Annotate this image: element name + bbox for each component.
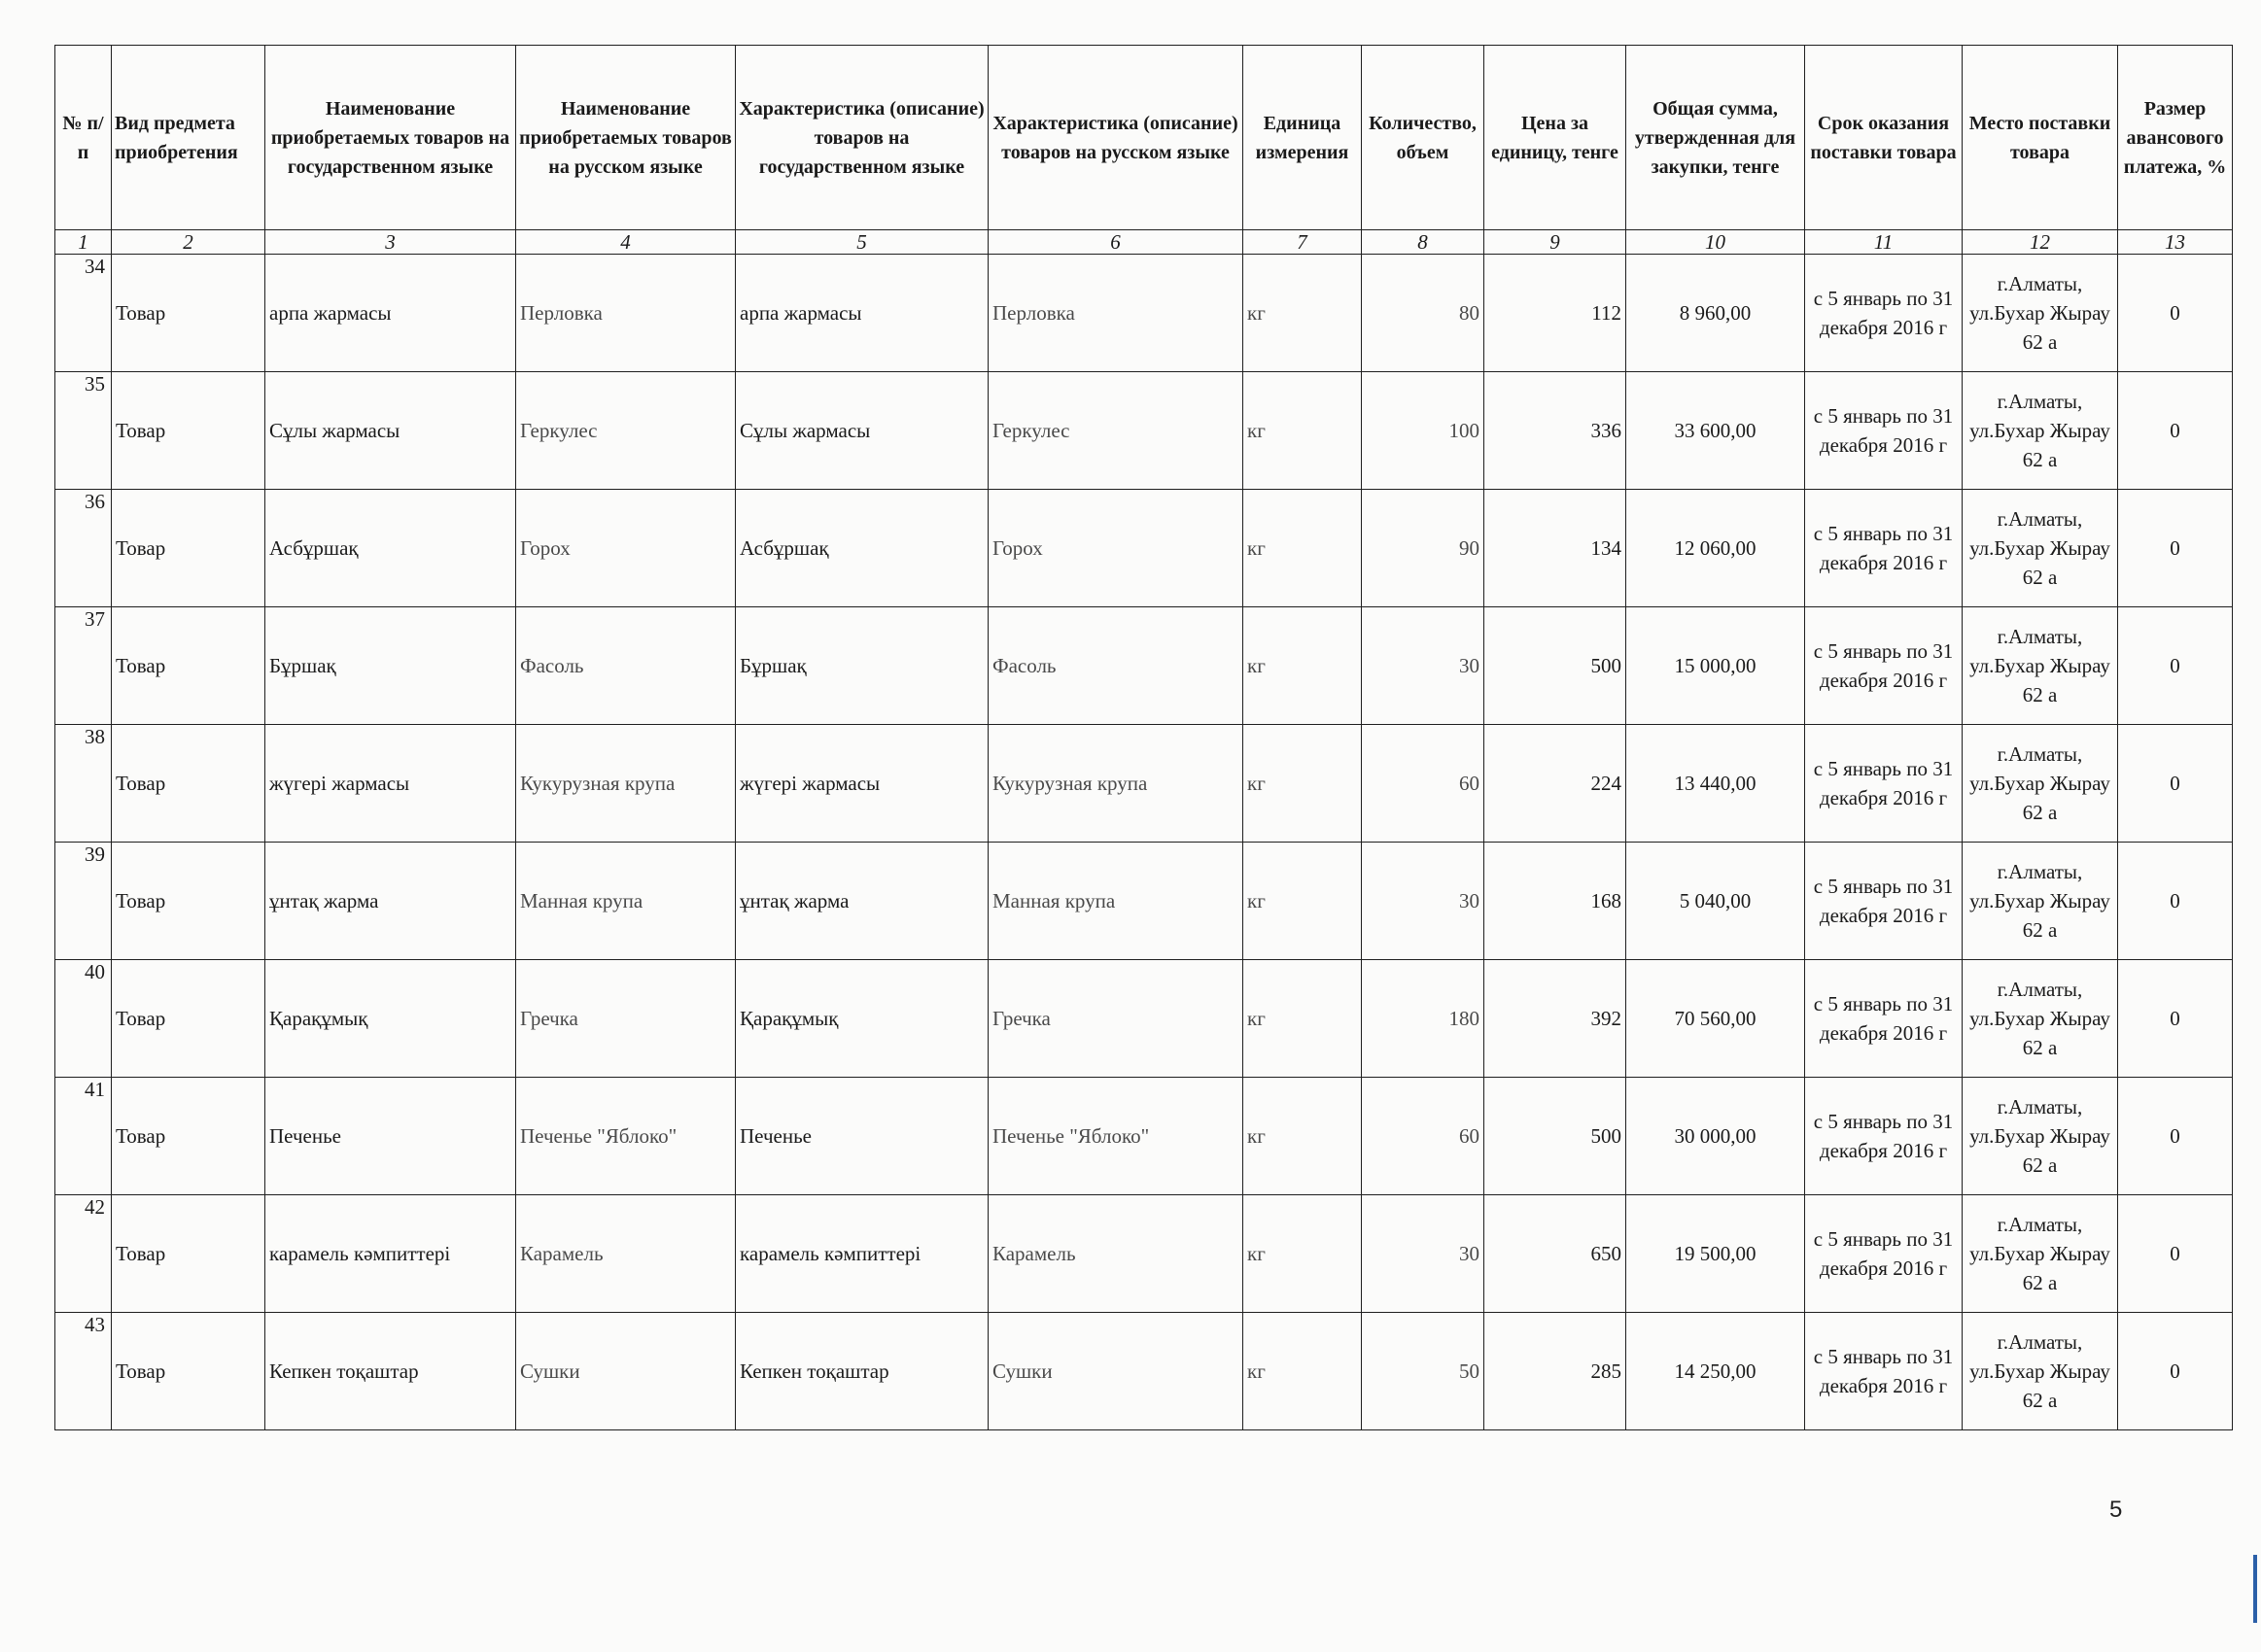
description-ru-cell: Сушки — [989, 1313, 1243, 1430]
row-number-cell — [55, 843, 112, 960]
header-cell: Характеристика (описание) товаров на государственном языке — [736, 46, 989, 230]
page-number: 5 — [2109, 1497, 2123, 1523]
name-ru-cell: Гречка — [516, 960, 736, 1078]
delivery-place-cell: г.Алматы, ул.Бухар Жырау 62 а — [1963, 1078, 2118, 1195]
row-number: 39 — [85, 843, 105, 866]
column-number: 2 — [112, 230, 265, 255]
table-row — [55, 255, 2233, 372]
delivery-place-cell: г.Алматы, ул.Бухар Жырау 62 а — [1963, 960, 2118, 1078]
unit-cell: кг — [1243, 1195, 1362, 1313]
item-type-cell: Товар — [112, 725, 265, 843]
item-type-cell: Товар — [112, 960, 265, 1078]
row-number-cell — [55, 960, 112, 1078]
item-type-cell: Товар — [112, 372, 265, 490]
unit-cell: кг — [1243, 960, 1362, 1078]
delivery-term-cell: с 5 январь по 31 декабря 2016 г — [1805, 1195, 1963, 1313]
item-type-cell: Товар — [112, 1313, 265, 1430]
quantity-cell: 30 — [1362, 607, 1484, 725]
unit-price-cell: 112 — [1484, 255, 1626, 372]
column-number: 1 — [55, 230, 112, 255]
name-ru-cell: Печенье "Яблоко" — [516, 1078, 736, 1195]
delivery-term-cell: с 5 январь по 31 декабря 2016 г — [1805, 1313, 1963, 1430]
column-number-row — [55, 230, 2233, 255]
procurement-table — [54, 45, 2233, 1430]
delivery-term-cell: с 5 январь по 31 декабря 2016 г — [1805, 725, 1963, 843]
advance-payment-cell: 0 — [2118, 843, 2233, 960]
total-amount-cell: 12 060,00 — [1626, 490, 1805, 607]
row-number: 35 — [85, 372, 105, 396]
row-number: 41 — [85, 1078, 105, 1101]
column-number: 6 — [989, 230, 1243, 255]
delivery-term-cell: с 5 январь по 31 декабря 2016 г — [1805, 960, 1963, 1078]
quantity-cell: 30 — [1362, 1195, 1484, 1313]
unit-price-cell: 500 — [1484, 607, 1626, 725]
procurement-sheet — [54, 45, 2233, 1430]
name-ru-cell: Кукурузная крупа — [516, 725, 736, 843]
description-ru-cell: Геркулес — [989, 372, 1243, 490]
column-number: 10 — [1626, 230, 1805, 255]
column-number: 12 — [1963, 230, 2118, 255]
quantity-cell: 30 — [1362, 843, 1484, 960]
description-ru-cell: Кукурузная крупа — [989, 725, 1243, 843]
header-cell: Количество, объем — [1362, 46, 1484, 230]
description-kz-cell: Печенье — [736, 1078, 989, 1195]
unit-cell: кг — [1243, 1313, 1362, 1430]
row-number: 42 — [85, 1195, 105, 1219]
header-cell: Вид предмета приобретения — [112, 46, 265, 230]
table-row — [55, 372, 2233, 490]
advance-payment-cell: 0 — [2118, 255, 2233, 372]
total-amount-cell: 30 000,00 — [1626, 1078, 1805, 1195]
name-kz-cell: Печенье — [265, 1078, 516, 1195]
quantity-cell: 60 — [1362, 725, 1484, 843]
scan-edge-mark — [2253, 1555, 2257, 1623]
description-kz-cell: Кепкен тоқаштар — [736, 1313, 989, 1430]
row-number: 34 — [85, 255, 105, 278]
name-kz-cell: жүгері жармасы — [265, 725, 516, 843]
name-kz-cell: карамель кәмпиттері — [265, 1195, 516, 1313]
item-type-cell: Товар — [112, 1078, 265, 1195]
unit-price-cell: 392 — [1484, 960, 1626, 1078]
quantity-cell: 50 — [1362, 1313, 1484, 1430]
header-cell: Единица измерения — [1243, 46, 1362, 230]
row-number-cell — [55, 1313, 112, 1430]
unit-price-cell: 336 — [1484, 372, 1626, 490]
description-kz-cell: карамель кәмпиттері — [736, 1195, 989, 1313]
quantity-cell: 90 — [1362, 490, 1484, 607]
advance-payment-cell: 0 — [2118, 607, 2233, 725]
quantity-cell: 80 — [1362, 255, 1484, 372]
quantity-cell: 180 — [1362, 960, 1484, 1078]
total-amount-cell: 33 600,00 — [1626, 372, 1805, 490]
name-ru-cell: Манная крупа — [516, 843, 736, 960]
delivery-term-cell: с 5 январь по 31 декабря 2016 г — [1805, 843, 1963, 960]
total-amount-cell: 19 500,00 — [1626, 1195, 1805, 1313]
header-cell: Место поставки товара — [1963, 46, 2118, 230]
row-number-cell — [55, 607, 112, 725]
row-number-cell — [55, 372, 112, 490]
total-amount-cell: 5 040,00 — [1626, 843, 1805, 960]
unit-price-cell: 650 — [1484, 1195, 1626, 1313]
unit-cell: кг — [1243, 1078, 1362, 1195]
description-ru-cell: Гречка — [989, 960, 1243, 1078]
advance-payment-cell: 0 — [2118, 725, 2233, 843]
delivery-place-cell: г.Алматы, ул.Бухар Жырау 62 а — [1963, 1195, 2118, 1313]
row-number-cell — [55, 255, 112, 372]
unit-cell: кг — [1243, 607, 1362, 725]
row-number-cell — [55, 490, 112, 607]
table-row — [55, 1078, 2233, 1195]
description-ru-cell: Карамель — [989, 1195, 1243, 1313]
description-kz-cell: Бұршақ — [736, 607, 989, 725]
name-kz-cell: Бұршақ — [265, 607, 516, 725]
delivery-term-cell: с 5 январь по 31 декабря 2016 г — [1805, 255, 1963, 372]
delivery-place-cell: г.Алматы, ул.Бухар Жырау 62 а — [1963, 490, 2118, 607]
name-ru-cell: Геркулес — [516, 372, 736, 490]
header-cell: Срок оказания поставки товара — [1805, 46, 1963, 230]
name-ru-cell: Перловка — [516, 255, 736, 372]
row-number: 36 — [85, 490, 105, 513]
column-number: 5 — [736, 230, 989, 255]
unit-price-cell: 500 — [1484, 1078, 1626, 1195]
row-number-cell — [55, 1195, 112, 1313]
row-number: 37 — [85, 607, 105, 631]
description-kz-cell: Сұлы жармасы — [736, 372, 989, 490]
name-ru-cell: Сушки — [516, 1313, 736, 1430]
table-row — [55, 607, 2233, 725]
description-kz-cell: ұнтақ жарма — [736, 843, 989, 960]
header-cell: Характеристика (описание) товаров на русском языке — [989, 46, 1243, 230]
name-ru-cell: Фасоль — [516, 607, 736, 725]
header-cell: Наименование приобретаемых товаров на русском языке — [516, 46, 736, 230]
header-row — [55, 46, 2233, 230]
advance-payment-cell: 0 — [2118, 490, 2233, 607]
name-ru-cell: Карамель — [516, 1195, 736, 1313]
name-kz-cell: Кепкен тоқаштар — [265, 1313, 516, 1430]
name-kz-cell: Қарақұмық — [265, 960, 516, 1078]
quantity-cell: 60 — [1362, 1078, 1484, 1195]
table-row — [55, 960, 2233, 1078]
description-ru-cell: Горох — [989, 490, 1243, 607]
total-amount-cell: 70 560,00 — [1626, 960, 1805, 1078]
advance-payment-cell: 0 — [2118, 372, 2233, 490]
header-cell: Размер авансового платежа, % — [2118, 46, 2233, 230]
column-number: 7 — [1243, 230, 1362, 255]
unit-price-cell: 224 — [1484, 725, 1626, 843]
delivery-place-cell: г.Алматы, ул.Бухар Жырау 62 а — [1963, 1313, 2118, 1430]
item-type-cell: Товар — [112, 255, 265, 372]
item-type-cell: Товар — [112, 1195, 265, 1313]
column-number: 11 — [1805, 230, 1963, 255]
table-row — [55, 843, 2233, 960]
delivery-term-cell: с 5 январь по 31 декабря 2016 г — [1805, 1078, 1963, 1195]
advance-payment-cell: 0 — [2118, 960, 2233, 1078]
total-amount-cell: 8 960,00 — [1626, 255, 1805, 372]
table-row — [55, 1195, 2233, 1313]
advance-payment-cell: 0 — [2118, 1313, 2233, 1430]
row-number: 38 — [85, 725, 105, 748]
table-row — [55, 725, 2233, 843]
row-number-cell — [55, 725, 112, 843]
total-amount-cell: 14 250,00 — [1626, 1313, 1805, 1430]
total-amount-cell: 15 000,00 — [1626, 607, 1805, 725]
total-amount-cell: 13 440,00 — [1626, 725, 1805, 843]
delivery-place-cell: г.Алматы, ул.Бухар Жырау 62 а — [1963, 372, 2118, 490]
row-number: 43 — [85, 1313, 105, 1336]
delivery-place-cell: г.Алматы, ул.Бухар Жырау 62 а — [1963, 607, 2118, 725]
column-number: 9 — [1484, 230, 1626, 255]
description-ru-cell: Фасоль — [989, 607, 1243, 725]
table-body — [55, 230, 2233, 1430]
column-number: 3 — [265, 230, 516, 255]
unit-cell: кг — [1243, 372, 1362, 490]
item-type-cell: Товар — [112, 490, 265, 607]
delivery-term-cell: с 5 январь по 31 декабря 2016 г — [1805, 607, 1963, 725]
delivery-place-cell: г.Алматы, ул.Бухар Жырау 62 а — [1963, 725, 2118, 843]
name-kz-cell: Сұлы жармасы — [265, 372, 516, 490]
header-cell: № п/п — [55, 46, 112, 230]
quantity-cell: 100 — [1362, 372, 1484, 490]
unit-cell: кг — [1243, 843, 1362, 960]
column-number: 8 — [1362, 230, 1484, 255]
table-row — [55, 490, 2233, 607]
delivery-place-cell: г.Алматы, ул.Бухар Жырау 62 а — [1963, 843, 2118, 960]
header-cell: Наименование приобретаемых товаров на государственном языке — [265, 46, 516, 230]
unit-cell: кг — [1243, 255, 1362, 372]
description-ru-cell: Перловка — [989, 255, 1243, 372]
row-number: 40 — [85, 960, 105, 983]
unit-price-cell: 285 — [1484, 1313, 1626, 1430]
advance-payment-cell: 0 — [2118, 1078, 2233, 1195]
description-ru-cell: Печенье "Яблоко" — [989, 1078, 1243, 1195]
description-kz-cell: жүгері жармасы — [736, 725, 989, 843]
header-cell: Цена за единицу, тенге — [1484, 46, 1626, 230]
unit-cell: кг — [1243, 725, 1362, 843]
unit-price-cell: 134 — [1484, 490, 1626, 607]
description-kz-cell: Асбұршақ — [736, 490, 989, 607]
column-number: 4 — [516, 230, 736, 255]
unit-cell: кг — [1243, 490, 1362, 607]
row-number-cell — [55, 1078, 112, 1195]
advance-payment-cell: 0 — [2118, 1195, 2233, 1313]
description-ru-cell: Манная крупа — [989, 843, 1243, 960]
name-kz-cell: ұнтақ жарма — [265, 843, 516, 960]
description-kz-cell: арпа жармасы — [736, 255, 989, 372]
delivery-place-cell: г.Алматы, ул.Бухар Жырау 62 а — [1963, 255, 2118, 372]
unit-price-cell: 168 — [1484, 843, 1626, 960]
description-kz-cell: Қарақұмық — [736, 960, 989, 1078]
header-cell: Общая сумма, утвержденная для закупки, тенге — [1626, 46, 1805, 230]
delivery-term-cell: с 5 январь по 31 декабря 2016 г — [1805, 372, 1963, 490]
item-type-cell: Товар — [112, 843, 265, 960]
name-kz-cell: арпа жармасы — [265, 255, 516, 372]
item-type-cell: Товар — [112, 607, 265, 725]
name-kz-cell: Асбұршақ — [265, 490, 516, 607]
name-ru-cell: Горох — [516, 490, 736, 607]
column-number: 13 — [2118, 230, 2233, 255]
table-row — [55, 1313, 2233, 1430]
delivery-term-cell: с 5 январь по 31 декабря 2016 г — [1805, 490, 1963, 607]
